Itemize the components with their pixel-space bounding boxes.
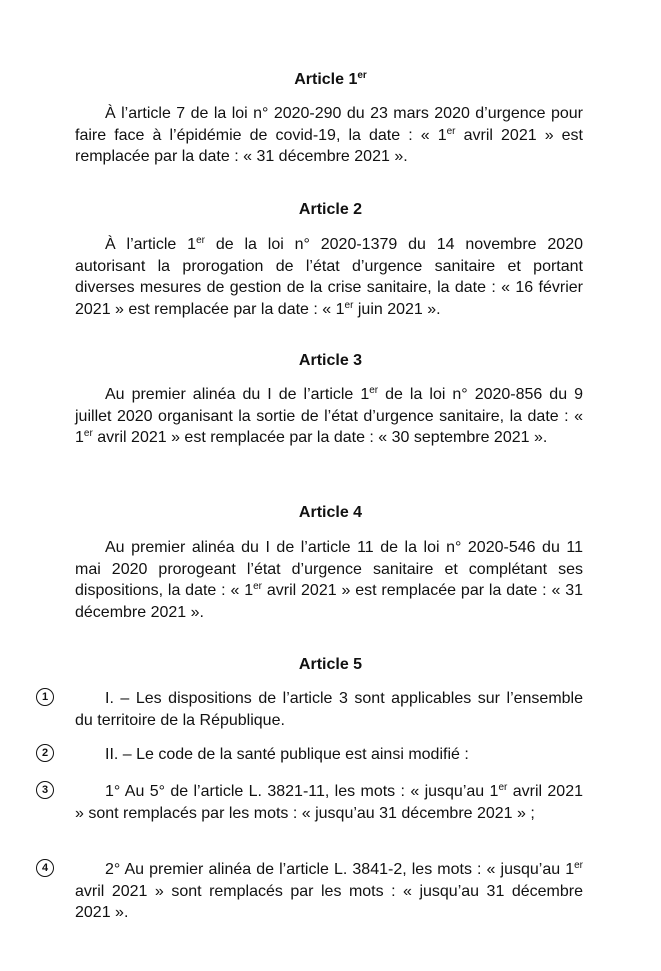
superscript: er <box>369 385 379 396</box>
article-1-title-sup: er <box>357 70 367 81</box>
text-run: de la loi n° 2020-856 du 9 juillet 2020 organisant la sortie de l’état d’urgence sanitaire, la date : « 1 <box>75 386 584 446</box>
article-5-item-4 <box>75 859 583 924</box>
article-1-title <box>0 70 661 90</box>
superscript: er <box>344 299 354 311</box>
article-5-item-2 <box>75 744 583 766</box>
text-run: Au premier alinéa du I de l’article 11 de la loi n° 2020-546 du 11 mai 2020 prorogeant l’état d’urgence sanitaire et complétant ses dispositions, la date : « 1 <box>75 539 583 599</box>
article-3-title: Article 3 <box>298 352 363 369</box>
text-run: À l’article 1 <box>105 236 197 253</box>
article-5-item-1 <box>75 688 583 731</box>
article-5-item-3 <box>75 781 583 824</box>
article-1-title-text: Article 1 <box>294 71 358 88</box>
article-5-title: Article 5 <box>298 656 363 673</box>
article-1-paragraph <box>75 103 583 168</box>
article-3-paragraph <box>75 384 583 449</box>
text-run: juin 2021 ». <box>353 300 441 318</box>
superscript: er <box>498 782 508 793</box>
alinea-marker-3: 3 <box>36 781 54 799</box>
text-run: avril 2021 » sont remplacés par les mots : « jusqu’au 31 décembre 2021 ». <box>75 882 583 921</box>
article-2-paragraph <box>75 234 583 320</box>
text-run: Au premier alinéa du I de l’article 1 <box>105 386 370 403</box>
text-run: À l’article 7 de la loi n° 2020-290 du 23 mars 2020 d’urgence pour faire face à l’épidémie de covid-19, la date : « 1 <box>75 105 583 144</box>
article-2-title: Article 2 <box>298 201 363 218</box>
text-run: II. – Le code de la santé publique est ainsi modifié : <box>105 746 469 763</box>
text-run: 2° Au premier alinéa de l’article L. 3841-2, les mots : « jusqu’au 1 <box>105 861 575 878</box>
alinea-marker-2: 2 <box>36 744 54 762</box>
superscript: er <box>83 428 93 439</box>
superscript: er <box>196 235 205 246</box>
text-run: avril 2021 » est remplacée par la date : « 31 décembre 2021 ». <box>75 582 583 621</box>
text-run: 1° Au 5° de l’article L. 3821-11, les mots : « jusqu’au 1 <box>105 783 499 800</box>
superscript: er <box>574 860 583 871</box>
alinea-marker-1: 1 <box>36 688 54 706</box>
superscript: er <box>446 125 456 137</box>
alinea-marker-4: 4 <box>36 859 54 877</box>
text-run: avril 2021 » est remplacée par la date : « 31 décembre 2021 ». <box>75 126 584 165</box>
text-run: avril 2021 » sont remplacés par les mots : « jusqu’au 31 décembre 2021 » ; <box>75 783 584 822</box>
superscript: er <box>253 581 262 592</box>
text-run: I. – Les dispositions de l’article 3 sont applicables sur l’ensemble du territoire de la République. <box>75 690 583 729</box>
article-4-title: Article 4 <box>298 504 363 521</box>
article-4-paragraph <box>75 537 583 623</box>
text-run: de la loi n° 2020-1379 du 14 novembre 2020 autorisant la prorogation de l’état d’urgence sanitaire et portant diverses mesures de gestion de la crise sanitaire, la date : « 16 février 2021 » est remplacée par la date : « 1 <box>75 236 584 318</box>
text-run: avril 2021 » est remplacée par la date : « 30 septembre 2021 ». <box>92 429 548 446</box>
